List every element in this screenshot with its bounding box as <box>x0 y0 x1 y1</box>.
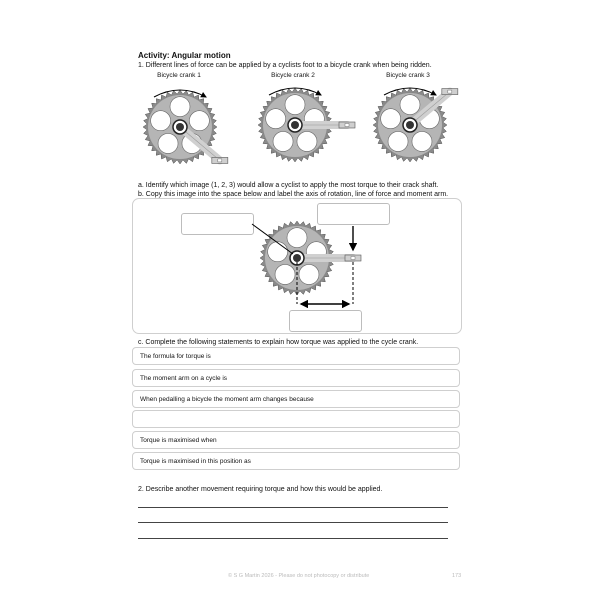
question-1: 1. Different lines of force can be applied by a cyclists foot to a bicycle crank when being ridden. <box>138 62 432 69</box>
statement-torque-formula[interactable]: The formula for torque is <box>132 347 460 365</box>
statement-continuation[interactable] <box>132 410 460 428</box>
crank-label-3: Bicycle crank 3 <box>386 72 430 79</box>
bicycle-crank-1 <box>143 90 228 164</box>
bicycle-cranks-illustration <box>128 78 468 178</box>
bicycle-crank-2 <box>258 88 355 162</box>
statement-torque-maximised-position[interactable]: Torque is maximised in this position as <box>132 452 460 470</box>
answer-line[interactable] <box>138 522 448 523</box>
answer-line[interactable] <box>138 507 448 508</box>
crank-label-2: Bicycle crank 2 <box>271 72 315 79</box>
labelled-crank-diagram <box>132 198 460 332</box>
copyright-notice: © S G Martin 2026 - Please do not photocopy or distribute <box>228 573 370 579</box>
answer-line[interactable] <box>138 538 448 539</box>
statement-torque-maximised-when[interactable]: Torque is maximised when <box>132 431 460 449</box>
crank-label-1: Bicycle crank 1 <box>157 72 201 79</box>
question-a: a. Identify which image (1, 2, 3) would allow a cyclist to apply the most torque to their crack shaft. <box>138 182 439 189</box>
question-2: 2. Describe another movement requiring torque and how this would be applied. <box>138 486 383 493</box>
activity-heading: Activity: Angular motion <box>138 51 231 60</box>
statement-moment-arm[interactable]: The moment arm on a cycle is <box>132 369 460 387</box>
bicycle-crank-3 <box>373 88 458 162</box>
question-b: b. Copy this image into the space below and label the axis of rotation, line of force and moment arm. <box>138 191 449 198</box>
labelled-bicycle-crank <box>260 221 361 295</box>
statement-moment-arm-changes[interactable]: When pedalling a bicycle the moment arm changes because <box>132 390 460 408</box>
page-number: 173 <box>452 573 462 579</box>
question-c: c. Complete the following statements to explain how torque was applied to the cycle crank. <box>138 339 419 346</box>
